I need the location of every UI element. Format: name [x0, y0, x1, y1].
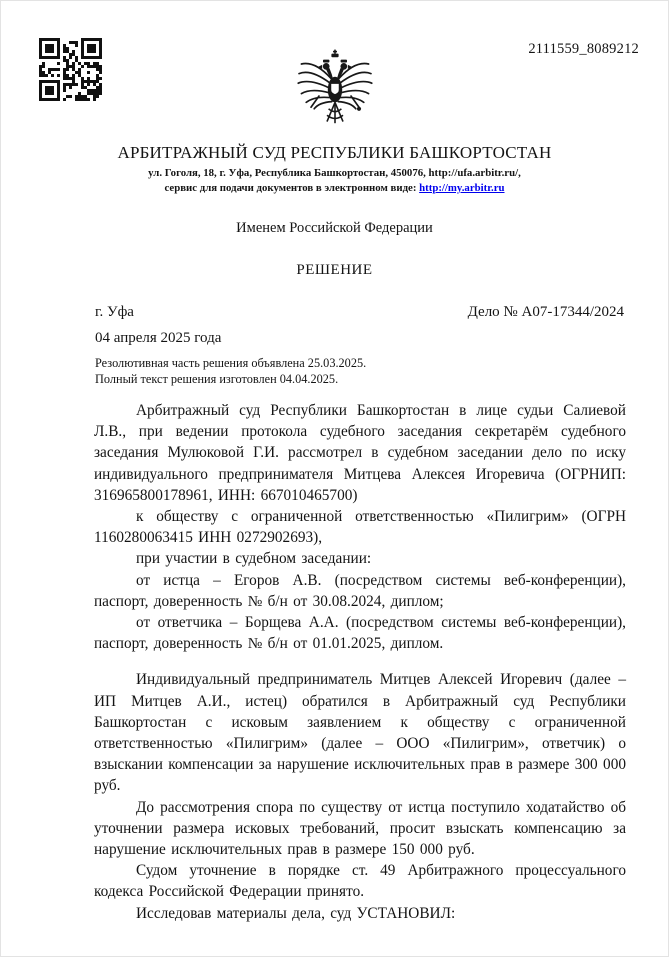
- paragraph: Исследовав материалы дела, суд УСТАНОВИЛ:: [136, 904, 456, 922]
- service-prefix: сервис для подачи документов в электронном виде:: [164, 182, 420, 194]
- russia-coat-of-arms-icon: [295, 47, 375, 137]
- city-label: г. Уфа: [95, 304, 134, 320]
- qr-code: [39, 38, 103, 102]
- decision-date: 04 апреля 2025 года: [95, 330, 222, 346]
- court-name: АРБИТРАЖНЫЙ СУД РЕСПУБЛИКИ БАШКОРТОСТАН: [117, 143, 552, 162]
- paragraph: от истца – Егоров А.В. (посредством системы веб-конференции), паспорт, доверенность № б/н от 30.08.2024, диплом;: [94, 571, 626, 610]
- decision-title: РЕШЕНИЕ: [296, 262, 373, 278]
- case-row: [95, 304, 624, 321]
- paragraph: Индивидуальный предприниматель Митцев Алексей Игоревич (далее – ИП Митцев А.И., истец) обратился в Арбитражный суд Республики Башкортостан с исковым заявлением к обществу с ограниченной ответственностью «Пилигрим» (далее – ООО «Пилигрим», ответчик) о взыскании компенсации за нарушение исключительных прав в размере 300 000 руб.: [94, 671, 626, 795]
- document-number: 2111559_8089212: [528, 41, 639, 57]
- paragraph: Судом уточнение в порядке ст. 49 Арбитражного процессуального кодекса Российской Федерации принято.: [94, 862, 626, 901]
- fulltext-made-note: Полный текст решения изготовлен 04.04.2025.: [95, 372, 339, 386]
- resolution-announced-note: Резолютивная часть решения объявлена 25.03.2025.: [95, 356, 367, 370]
- paragraph: До рассмотрения спора по существу от истца поступило ходатайство об уточнении размера исковых требований, просит взыскать компенсацию за нарушение исключительных прав в размере 150 000 руб.: [94, 798, 626, 859]
- case-number: Дело № А07-17344/2024: [467, 304, 624, 320]
- my-arbitr-link[interactable]: http://my.arbitr.ru: [419, 182, 505, 194]
- court-address: ул. Гоголя, 18, г. Уфа, Республика Башкортостан, 450076, http://ufa.arbitr.ru/,: [148, 167, 521, 179]
- paragraph: Арбитражный суд Республики Башкортостан в лице судьи Салиевой Л.В., при ведении протокола судебного заседания секретарём судебного заседания Мулюковой Г.И. рассмотрел в судебном заседании дело по иску индивидуального предпринимателя Митцева Алексея Игоревича (ОГРНИП: 316965800178961, ИНН: 667010465700): [94, 402, 626, 504]
- in-name-of-federation: Именем Российской Федерации: [236, 220, 433, 236]
- paragraph: к обществу с ограниченной ответственностью «Пилигрим» (ОГРН 1160280063415 ИНН 0272902693),: [94, 508, 626, 547]
- resolution-notes: [95, 355, 624, 387]
- decision-body: [94, 400, 626, 924]
- paragraph: при участии в судебном заседании:: [136, 550, 372, 568]
- court-service-line: [1, 181, 668, 196]
- paragraph: от ответчика – Борщева А.А. (посредством системы веб-конференции), паспорт, доверенность № б/н от 01.01.2025, диплом.: [94, 614, 626, 653]
